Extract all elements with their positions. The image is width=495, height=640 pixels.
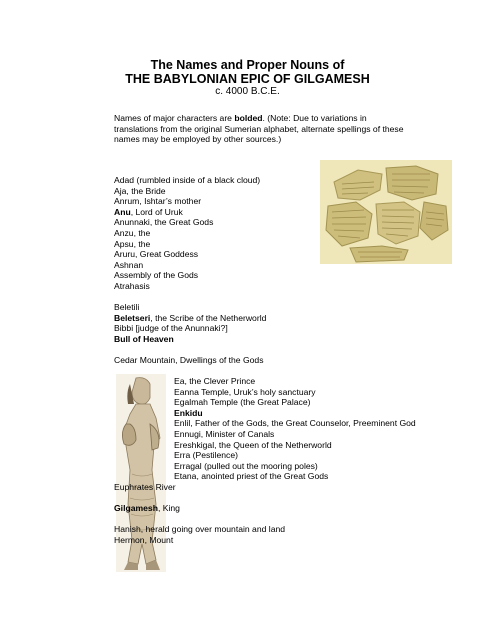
list-item: Anu, Lord of Uruk [114, 206, 183, 217]
list-item: Aja, the Bride [114, 185, 166, 196]
intro-bold-word: bolded [234, 113, 263, 123]
list-item: Hermon, Mount [114, 534, 174, 545]
list-item: Anunnaki, the Great Gods [114, 217, 214, 228]
list-item: Enkidu [174, 407, 203, 418]
list-item: Bull of Heaven [114, 333, 174, 344]
list-item: Erra (Pestilence) [174, 450, 238, 461]
document-title-line2: THE BABYLONIAN EPIC OF GILGAMESH [125, 72, 370, 86]
intro-paragraph [114, 113, 404, 145]
list-item: Enlil, Father of the Gods, the Great Counselor, Preeminent God [174, 418, 416, 429]
list-item: Ea, the Clever Prince [174, 376, 256, 386]
intro-text-after: . (Note: Due to variations in translations from the original Sumerian alphabet, alternate spellings of these names may be employed by other sources.) [114, 113, 404, 145]
list-item: Eanna Temple, Uruk’s holy sanctuary [174, 386, 316, 397]
list-item: Anrum, Ishtar’s mother [114, 196, 202, 207]
list-item: Adad (rumbled inside of a black cloud) [114, 175, 261, 185]
list-item: Ennugi, Minister of Canals [174, 429, 275, 439]
list-item: Beletseri, the Scribe of the Netherworld [114, 312, 267, 323]
list-item: Aruru, Great Goddess [114, 249, 199, 260]
list-item: Egalmah Temple (the Great Palace) [174, 397, 311, 408]
intro-text-before: Names of major characters are [114, 113, 235, 123]
list-item: Assembly of the Gods [114, 270, 199, 281]
cuneiform-tablet-image [320, 160, 452, 264]
list-item: Ashnan [114, 259, 144, 270]
list-item: Hanish, herald going over mountain and land [114, 524, 286, 534]
list-item: Etana, anointed priest of the Great Gods [174, 471, 329, 482]
list-item: Bibbi [judge of the Anunnaki?] [114, 323, 228, 334]
list-item: Ereshkigal, the Queen of the Netherworld [174, 439, 332, 450]
list-item: Erragal (pulled out the mooring poles) [174, 460, 318, 471]
list-item: Cedar Mountain, Dwellings of the Gods [114, 355, 264, 365]
list-item: Gilgamesh, King [114, 503, 180, 513]
list-item: Euphrates River [114, 482, 176, 492]
list-item: Atrahasis [114, 281, 150, 291]
document-date: c. 4000 B.C.E. [215, 86, 280, 97]
document-title-line1: The Names and Proper Nouns of [150, 58, 345, 72]
list-item: Beletili [114, 302, 140, 312]
list-item: Apsu, the [114, 238, 151, 249]
list-item: Anzu, the [114, 228, 151, 238]
